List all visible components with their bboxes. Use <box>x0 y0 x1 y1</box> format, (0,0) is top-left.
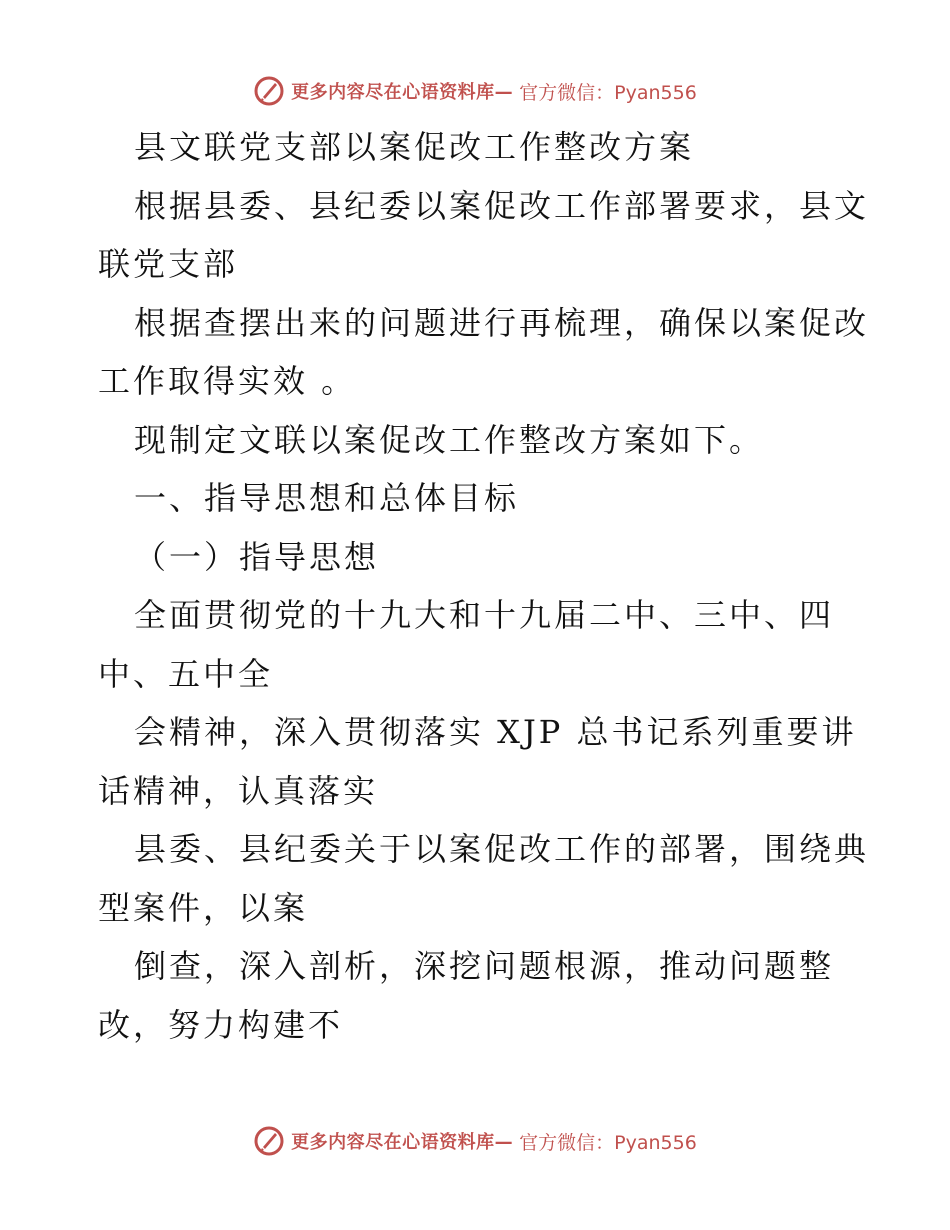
paragraph-line: 根据查摆出来的问题进行再梳理，确保以案促改 <box>134 303 870 342</box>
header-watermark-banner <box>0 74 950 108</box>
paragraph-line: 县委、县纪委关于以案促改工作的部署，围绕典 <box>134 830 870 868</box>
document-title: 县文联党支部以案促改工作整改方案 <box>134 128 695 166</box>
paragraph-line: 联党支部 <box>98 245 239 283</box>
watermark-text: 更多内容尽在心语资料库— <box>291 82 514 103</box>
paragraph-line: 倒查，深入剖析，深挖问题根源，推动问题整 <box>134 947 835 985</box>
watermark-contact: 官方微信：Pyan556 <box>519 1131 697 1154</box>
footer-watermark-banner <box>0 1124 950 1158</box>
paragraph-line: 会精神，深入贯彻落实 XJP 总书记系列重要讲 <box>134 713 857 751</box>
paragraph-line: 改，努力构建不 <box>98 1005 344 1044</box>
paragraph-line: 根据县委、县纪委以案促改工作部署要求，县文 <box>134 186 870 225</box>
paragraph-line: 工作取得实效 。 <box>98 362 357 400</box>
pen-nib-logo-icon <box>253 1125 285 1157</box>
paragraph-line: 现制定文联以案促改工作整改方案如下。 <box>134 420 765 459</box>
pen-nib-logo-icon <box>253 75 285 107</box>
section-heading: 一、指导思想和总体目标 <box>134 479 520 517</box>
paragraph-line: 中、五中全 <box>98 654 274 693</box>
paragraph-line: 话精神，认真落实 <box>98 771 379 810</box>
paragraph-line: 型案件，以案 <box>98 888 309 927</box>
watermark-text: 更多内容尽在心语资料库— <box>291 1132 514 1153</box>
paragraph-line: 全面贯彻党的十九大和十九届二中、三中、四 <box>134 596 835 634</box>
document-body <box>98 118 870 1054</box>
watermark-contact: 官方微信：Pyan556 <box>519 81 697 104</box>
subsection-heading: （一）指导思想 <box>134 537 380 576</box>
